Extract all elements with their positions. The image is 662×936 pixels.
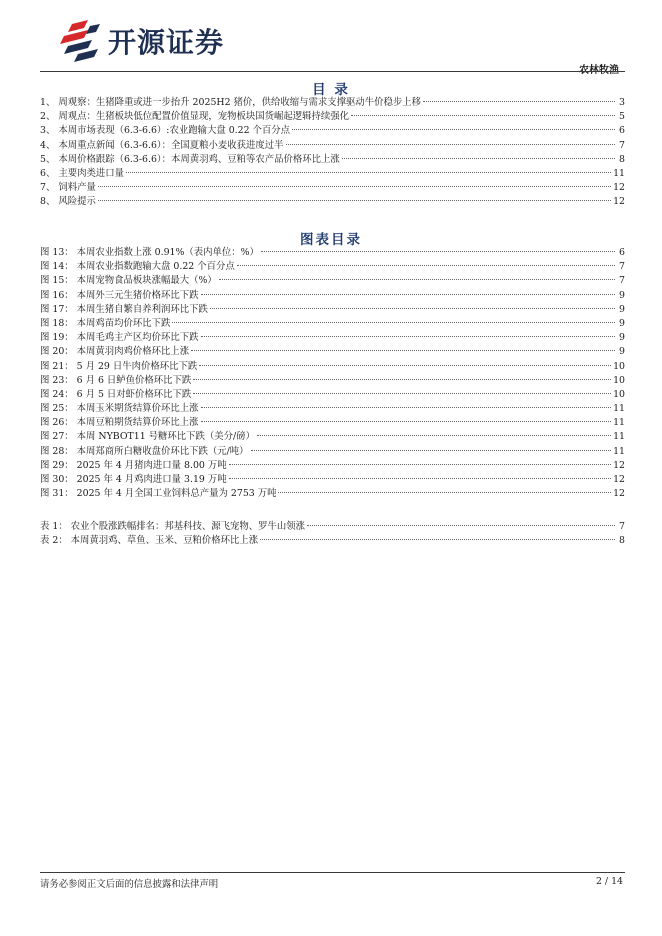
table-entry[interactable]	[40, 534, 625, 548]
kaiyuan-logo-icon	[58, 20, 102, 62]
toc-entry[interactable]	[40, 195, 625, 209]
figure-entry-page: 11	[613, 431, 625, 443]
figure-entry-label: 图 29： 2025 年 4 月猪肉进口量 8.00 万吨	[40, 459, 227, 471]
toc-entry-page: 8	[619, 153, 625, 165]
figure-entry-page: 11	[613, 445, 625, 457]
figure-entry-page: 9	[619, 346, 625, 358]
page-header	[40, 14, 625, 74]
toc-entry-label: 4、 本周重点新闻（6.3-6.6）：全国夏粮小麦收获进度过半	[40, 139, 284, 151]
figure-entry[interactable]	[40, 388, 625, 402]
toc-entry-label: 2、 周观点：生猪板块低位配置价值显现，宠物板块国货崛起逻辑持续强化	[40, 111, 349, 123]
table-entry-page: 8	[619, 535, 625, 547]
dot-leader	[201, 294, 615, 295]
dot-leader	[307, 525, 615, 526]
toc-entry[interactable]	[40, 167, 625, 181]
figure-entry-label: 图 16： 本周外三元生猪价格环比下跌	[40, 289, 199, 301]
figure-entry-label: 图 17： 本周生猪自繁自养利润环比下跌	[40, 303, 208, 315]
dot-leader	[98, 200, 611, 201]
table-entry[interactable]	[40, 520, 625, 534]
figure-entry[interactable]	[40, 430, 625, 444]
figure-entry[interactable]	[40, 303, 625, 317]
toc-entry-page: 7	[619, 139, 625, 151]
toc-entry[interactable]	[40, 124, 625, 138]
dot-leader	[201, 407, 612, 408]
figure-entry-page: 12	[613, 459, 625, 471]
figure-entry[interactable]	[40, 374, 625, 388]
toc-entry-page: 12	[613, 182, 625, 194]
figure-entry-page: 6	[619, 247, 625, 258]
table-entry-page: 7	[619, 521, 625, 532]
dot-leader	[229, 464, 611, 465]
figure-entry-page: 9	[619, 289, 625, 301]
toc-entry[interactable]	[40, 181, 625, 195]
toc-entry[interactable]	[40, 110, 625, 124]
dot-leader	[423, 101, 615, 102]
figure-entry[interactable]	[40, 289, 625, 303]
figure-entry[interactable]	[40, 487, 625, 501]
toc-entry-label: 1、 周观察：生猪降重或进一步抬升 2025H2 猪价，供给收缩与需求支撑驱动牛价稳步上移	[40, 97, 422, 108]
toc-entry[interactable]	[40, 96, 625, 110]
dot-leader	[201, 336, 615, 337]
dot-leader	[251, 450, 612, 451]
dot-leader	[191, 350, 615, 351]
header-divider	[40, 71, 625, 72]
figure-entry-page: 11	[613, 417, 625, 429]
figure-entry[interactable]	[40, 246, 625, 260]
toc-entry-page: 11	[613, 167, 625, 179]
footer-disclaimer: 请务必参阅正文后面的信息披露和法律声明	[40, 879, 219, 890]
figure-entry-page: 9	[619, 332, 625, 344]
figure-entry-page: 7	[619, 275, 625, 287]
dot-leader	[126, 172, 611, 173]
toc-entry-label: 7、 饲料产量	[40, 182, 96, 194]
dot-leader	[260, 539, 615, 540]
toc-entry-label: 6、 主要肉类进口量	[40, 167, 124, 179]
dot-leader	[237, 265, 615, 266]
figure-entry[interactable]	[40, 402, 625, 416]
figure-entry-label: 图 18： 本周鸡苗均价环比下跌	[40, 317, 171, 329]
figure-entry-label: 图 26： 本周豆粕期货结算价环比上涨	[40, 417, 199, 429]
figure-entry-label: 图 15： 本周宠物食品板块涨幅最大（%）	[40, 275, 217, 287]
figure-entry-page: 9	[619, 303, 625, 315]
toc-entry-label: 3、 本周市场表现（6.3-6.6）:农业跑输大盘 0.22 个百分点	[40, 125, 291, 137]
figure-entry[interactable]	[40, 445, 625, 459]
figure-entry-label: 图 20： 本周黄羽肉鸡价格环比上涨	[40, 346, 190, 358]
dot-leader	[351, 115, 615, 116]
toc-entry[interactable]	[40, 153, 625, 167]
figure-entry[interactable]	[40, 260, 625, 274]
figure-entry-page: 12	[613, 488, 625, 500]
figure-entry-label: 图 14： 本周农业指数跑输大盘 0.22 个百分点	[40, 261, 235, 273]
figure-entry-label: 图 25： 本周玉米期货结算价环比上涨	[40, 403, 199, 415]
dot-leader	[261, 251, 615, 252]
figure-entry[interactable]	[40, 473, 625, 487]
figure-entry-page: 9	[619, 317, 625, 329]
figure-entry-label: 图 23： 6 月 6 日鲈鱼价格环比下跌	[40, 374, 192, 386]
page-number: 2 / 14	[595, 876, 623, 887]
dot-leader	[172, 322, 615, 323]
figure-entry-label: 图 21： 5 月 29 日牛肉价格环比下跌	[40, 360, 198, 372]
dot-leader	[286, 144, 616, 145]
dot-leader	[98, 186, 611, 187]
toc-entry-label: 5、 本周价格跟踪（6.3-6.6）：本周黄羽鸡、豆粕等农产品价格环比上涨	[40, 153, 340, 165]
dot-leader	[292, 129, 615, 130]
figure-entry-label: 图 31： 2025 年 4 月全国工业饲料总产量为 2753 万吨	[40, 488, 277, 500]
industry-label	[579, 61, 619, 76]
figure-entry-label: 图 24： 6 月 5 日对虾价格环比下跌	[40, 388, 192, 400]
figures-list	[40, 246, 625, 501]
figure-entry[interactable]	[40, 317, 625, 331]
figure-entry-page: 10	[613, 388, 625, 400]
toc-title: 目 录	[312, 82, 350, 98]
figure-entry-page: 10	[613, 360, 625, 372]
footer-divider	[40, 872, 625, 873]
figure-entry-label: 图 30： 2025 年 4 月鸡肉进口量 3.19 万吨	[40, 474, 227, 485]
dot-leader	[193, 379, 611, 380]
tables-list	[40, 520, 625, 548]
dot-leader	[342, 158, 615, 159]
dot-leader	[229, 478, 611, 479]
dot-leader	[199, 365, 611, 366]
toc-entry-label: 8、 风险提示	[40, 196, 96, 208]
figure-entry[interactable]	[40, 274, 625, 288]
table-entry-label: 表 2： 本周黄羽鸡、草鱼、玉米、豆粕价格环比上涨	[40, 535, 259, 547]
logo-text: 开源证券	[108, 26, 225, 59]
dot-leader	[210, 308, 615, 309]
table-entry-label: 表 1： 农业个股涨跌幅排名：邦基科技、源飞宠物、罗牛山领涨	[40, 521, 306, 532]
toc-list	[40, 96, 625, 210]
figures-title: 图表目录	[300, 232, 362, 248]
figure-entry-page: 7	[619, 261, 625, 273]
figure-entry[interactable]	[40, 331, 625, 345]
figure-entry[interactable]	[40, 345, 625, 359]
dot-leader	[201, 421, 612, 422]
toc-entry-page: 12	[613, 196, 625, 208]
figure-entry[interactable]	[40, 416, 625, 430]
figure-entry-label: 图 27： 本周 NYBOT11 号糖环比下跌（美分/磅）	[40, 431, 255, 443]
figure-entry-label: 图 13： 本周农业指数上涨 0.91%（表内单位：%）	[40, 247, 259, 258]
toc-entry-page: 6	[619, 125, 625, 137]
figure-entry[interactable]	[40, 459, 625, 473]
dot-leader	[219, 279, 615, 280]
figure-entry-label: 图 19： 本周毛鸡主产区均价环比下跌	[40, 332, 199, 344]
toc-entry-page: 3	[619, 97, 625, 108]
toc-entry-page: 5	[619, 111, 625, 123]
figure-entry[interactable]	[40, 360, 625, 374]
figure-entry-page: 11	[613, 403, 625, 415]
figure-entry-label: 图 28： 本周郑商所白糖收盘价环比下跌（元/吨）	[40, 445, 249, 457]
dot-leader	[257, 435, 611, 436]
figure-entry-page: 10	[613, 374, 625, 386]
dot-leader	[193, 393, 611, 394]
figure-entry-page: 12	[613, 474, 625, 485]
dot-leader	[278, 492, 611, 493]
toc-entry[interactable]	[40, 139, 625, 153]
company-logo	[58, 18, 224, 64]
